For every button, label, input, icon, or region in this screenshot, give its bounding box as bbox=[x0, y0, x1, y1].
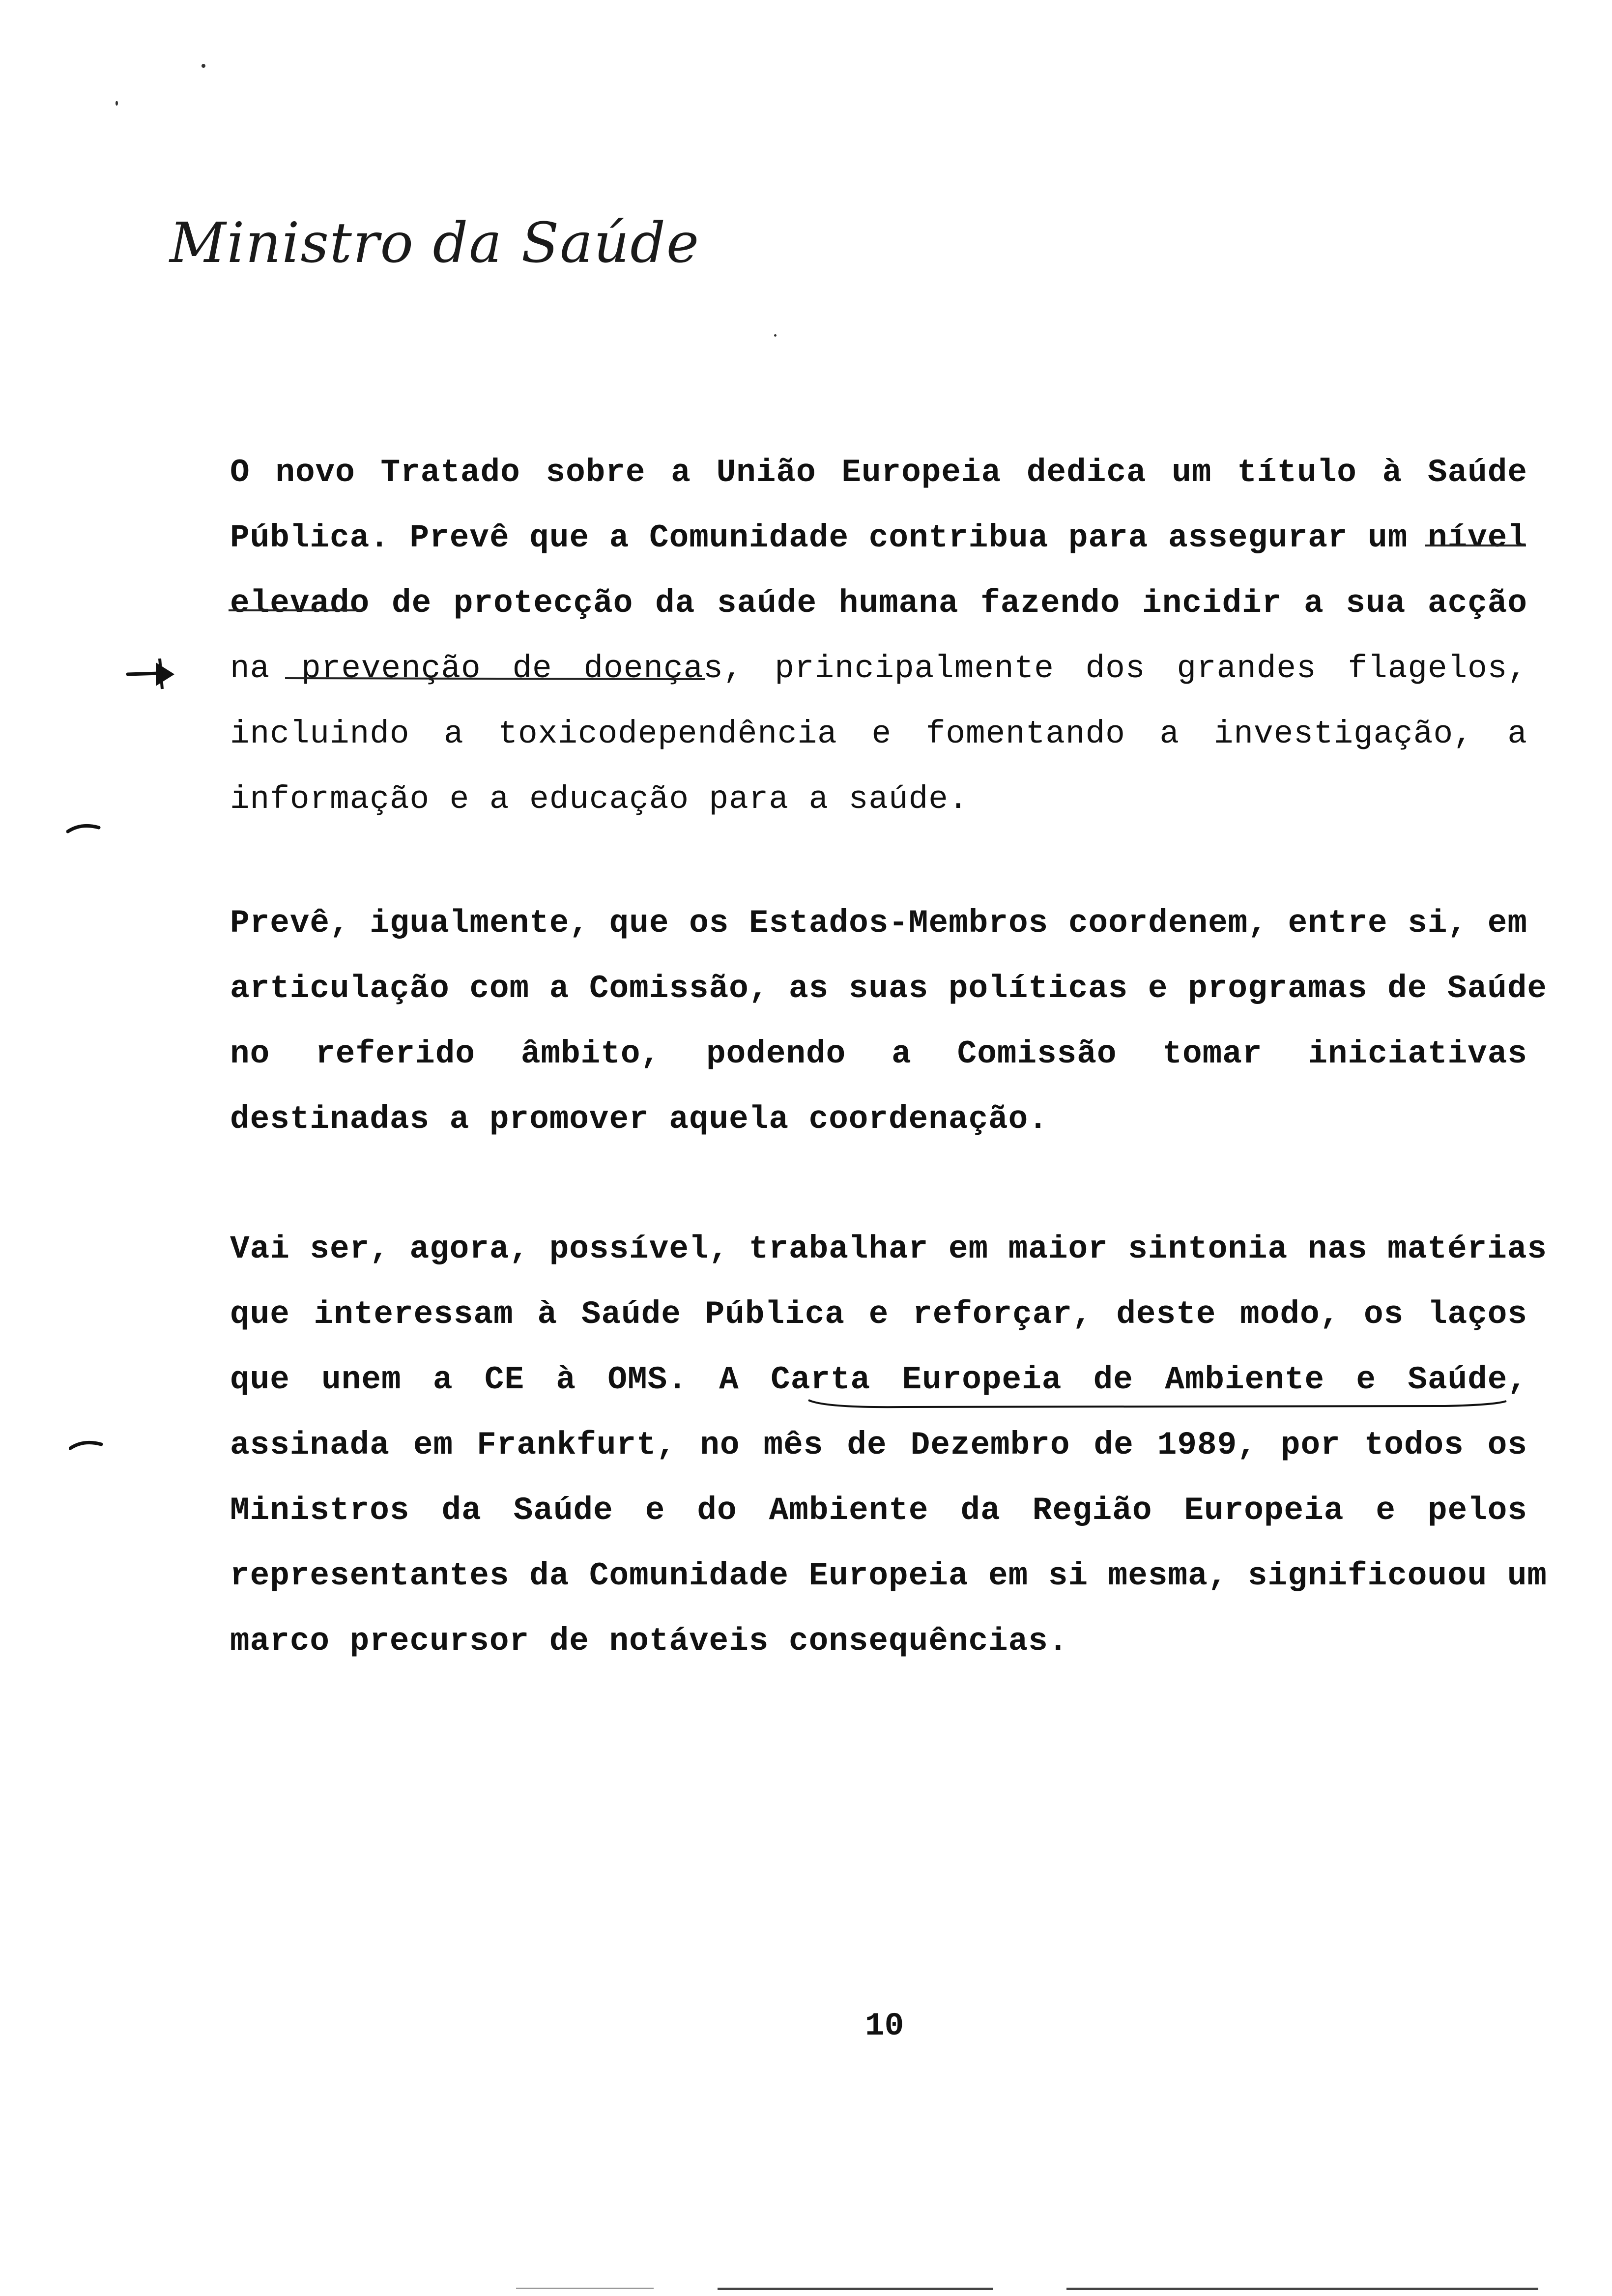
margin-tick-icon bbox=[69, 1437, 103, 1452]
paragraph-line: O novo Tratado sobre a União Europeia dedica um título à Saúde bbox=[230, 454, 1527, 491]
paragraph-line: que unem a CE à OMS. A Carta Europeia de Ambiente e Saúde, bbox=[230, 1361, 1527, 1398]
paragraph-line: marco precursor de notáveis consequências. bbox=[230, 1623, 1068, 1660]
scan-speck bbox=[202, 64, 205, 68]
underline-nivel-elevado bbox=[226, 541, 1528, 619]
margin-tick-icon bbox=[66, 821, 101, 835]
underline-prevencao-doencas bbox=[283, 673, 710, 683]
paragraph-line: elevado de protecção da saúde humana fazendo incidir a sua acção bbox=[230, 585, 1527, 622]
paragraph-2 bbox=[230, 890, 1548, 1152]
paragraph-line: Prevê, igualmente, que os Estados-Membros coordenem, entre si, em bbox=[230, 905, 1527, 942]
scan-edge-line bbox=[718, 2288, 993, 2290]
paragraph-line: Ministros da Saúde e do Ambiente da Região Europeia e pelos bbox=[230, 1492, 1527, 1529]
paragraph-line: articulação com a Comissão, as suas políticas e programas de Saúde bbox=[230, 970, 1548, 1007]
scan-speck bbox=[115, 101, 118, 106]
page-number: 10 bbox=[865, 2008, 904, 2044]
paragraph-line: no referido âmbito, podendo a Comissão tomar iniciativas bbox=[230, 1035, 1527, 1072]
paragraph-line: Vai ser, agora, possível, trabalhar em maior sintonia nas matérias bbox=[230, 1231, 1548, 1267]
carta-underbrace bbox=[806, 1398, 1509, 1409]
paragraph-line: na prevenção de doenças, principalmente dos grandes flagelos, bbox=[230, 650, 1527, 687]
scan-edge-line bbox=[1066, 2288, 1538, 2290]
scan-speck bbox=[774, 334, 777, 337]
letterhead: Ministro da Saúde bbox=[170, 211, 700, 275]
paragraph-line: que interessam à Saúde Pública e reforçar, deste modo, os laços bbox=[230, 1296, 1527, 1333]
paragraph-line: representantes da Comunidade Europeia em si mesma, significouou um bbox=[230, 1557, 1548, 1594]
paragraph-line: incluindo a toxicodependência e fomentando a investigação, a bbox=[230, 716, 1527, 752]
paragraph-line: destinadas a promover aquela coordenação. bbox=[230, 1101, 1048, 1138]
scan-edge-line bbox=[516, 2288, 654, 2289]
hand-drawn-arrow-icon bbox=[125, 654, 184, 693]
paragraph-3 bbox=[230, 1216, 1548, 1674]
paragraph-1 bbox=[230, 440, 1527, 832]
paragraph-line: informação e a educação para a saúde. bbox=[230, 781, 969, 818]
paragraph-line: assinada em Frankfurt, no mês de Dezembro de 1989, por todos os bbox=[230, 1427, 1527, 1464]
paragraph-line: Pública. Prevê que a Comunidade contribua para assegurar um nível bbox=[230, 519, 1527, 556]
